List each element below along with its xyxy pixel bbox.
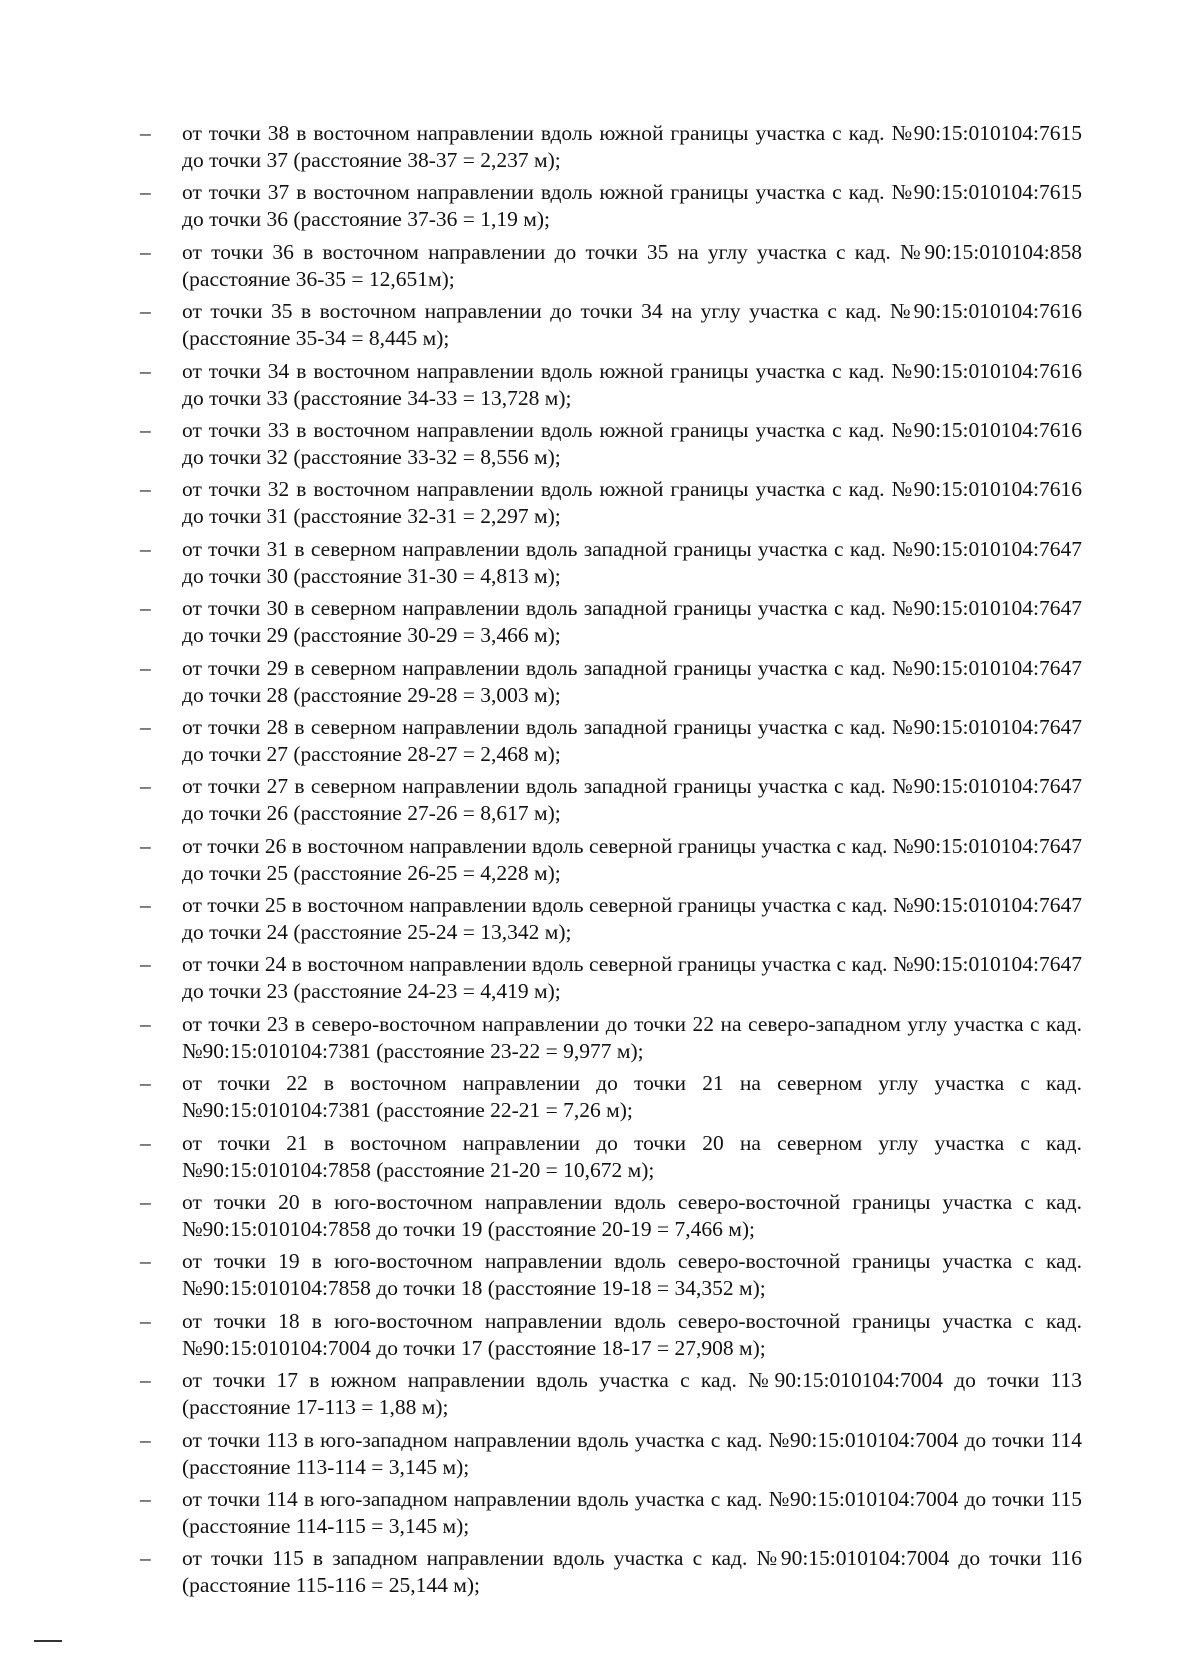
list-bullet: – <box>140 774 151 799</box>
list-item-text: от точки 29 в северном направлении вдоль западной границы участка с кад. №90:15:010104:7647 до точки 28 (расстояние 29-28 = 3,003 м); <box>182 655 1082 707</box>
page-edge-mark <box>34 1640 62 1642</box>
list-bullet: – <box>140 477 151 502</box>
list-item-text: от точки 17 в южном направлении вдоль участка с кад. №90:15:010104:7004 до точки 113 (расстояние 17-113 = 1,88 м); <box>182 1368 1082 1420</box>
list-item <box>140 239 1082 293</box>
list-bullet: – <box>140 1011 151 1036</box>
list-bullet: – <box>140 1071 151 1096</box>
list-bullet: – <box>140 833 151 858</box>
list-item-text: от точки 20 в юго-восточном направлении вдоль северо-восточной границы участка с кад. №90:15:010104:7858 до точки 19 (расстояние 20-19 = 7,466 м); <box>182 1190 1082 1242</box>
list-item <box>140 1308 1082 1362</box>
list-item-text: от точки 115 в западном направлении вдоль участка с кад. №90:15:010104:7004 до точки 116 (расстояние 115-116 = 25,144 м); <box>182 1546 1082 1598</box>
list-item-text: от точки 31 в северном направлении вдоль западной границы участка с кад. №90:15:010104:7647 до точки 30 (расстояние 31-30 = 4,813 м); <box>182 536 1082 588</box>
list-item <box>140 1486 1082 1540</box>
list-bullet: – <box>140 180 151 205</box>
list-item <box>140 298 1082 352</box>
list-item <box>140 358 1082 412</box>
list-bullet: – <box>140 1368 151 1393</box>
list-item-text: от точки 25 в восточном направлении вдоль северной границы участка с кад. №90:15:010104:7647 до точки 24 (расстояние 25-24 = 13,342 м); <box>182 893 1082 945</box>
list-item <box>140 1011 1082 1065</box>
list-bullet: – <box>140 121 151 145</box>
list-bullet: – <box>140 655 151 680</box>
list-item-text: от точки 28 в северном направлении вдоль западной границы участка с кад. №90:15:010104:7647 до точки 27 (расстояние 28-27 = 2,468 м); <box>182 714 1082 766</box>
list-item <box>140 951 1082 1005</box>
list-item-text: от точки 21 в восточном направлении до точки 20 на северном углу участка с кад. №90:15:010104:7858 (расстояние 21-20 = 10,672 м); <box>182 1130 1082 1182</box>
list-bullet: – <box>140 299 151 324</box>
list-item-text: от точки 38 в восточном направлении вдоль южной границы участка с кад. №90:15:010104:7615 до точки 37 (расстояние 38-37 = 2,237 м); <box>182 121 1082 172</box>
list-item <box>140 120 1082 174</box>
list-item <box>140 417 1082 471</box>
list-item-text: от точки 35 в восточном направлении до точки 34 на углу участка с кад. №90:15:010104:7616 (расстояние 35-34 = 8,445 м); <box>182 299 1082 351</box>
list-item <box>140 1545 1082 1599</box>
list-item-text: от точки 23 в северо-восточном направлении до точки 22 на северо-западном углу участка с кад. №90:15:010104:7381 (расстояние 23-22 = 9,977 м); <box>182 1011 1082 1063</box>
list-item-text: от точки 33 в восточном направлении вдоль южной границы участка с кад. №90:15:010104:7616 до точки 32 (расстояние 33-32 = 8,556 м); <box>182 417 1082 469</box>
list-bullet: – <box>140 952 151 977</box>
list-item <box>140 1248 1082 1302</box>
list-bullet: – <box>140 1190 151 1215</box>
list-item <box>140 1427 1082 1481</box>
list-item-text: от точки 27 в северном направлении вдоль западной границы участка с кад. №90:15:010104:7647 до точки 26 (расстояние 27-26 = 8,617 м); <box>182 774 1082 826</box>
list-item-text: от точки 30 в северном направлении вдоль западной границы участка с кад. №90:15:010104:7647 до точки 29 (расстояние 30-29 = 3,466 м); <box>182 596 1082 648</box>
list-item <box>140 179 1082 233</box>
list-item <box>140 892 1082 946</box>
list-item <box>140 714 1082 768</box>
list-bullet: – <box>140 714 151 739</box>
list-bullet: – <box>140 417 151 442</box>
list-bullet: – <box>140 596 151 621</box>
list-item-text: от точки 34 в восточном направлении вдоль южной границы участка с кад. №90:15:010104:7616 до точки 33 (расстояние 34-33 = 13,728 м); <box>182 358 1082 410</box>
list-item-text: от точки 32 в восточном направлении вдоль южной границы участка с кад. №90:15:010104:7616 до точки 31 (расстояние 32-31 = 2,297 м); <box>182 477 1082 529</box>
list-item-text: от точки 26 в восточном направлении вдоль северной границы участка с кад. №90:15:010104:7647 до точки 25 (расстояние 26-25 = 4,228 м); <box>182 833 1082 885</box>
list-item <box>140 655 1082 709</box>
list-bullet: – <box>140 1486 151 1511</box>
list-bullet: – <box>140 1427 151 1452</box>
list-bullet: – <box>140 1249 151 1274</box>
list-item <box>140 773 1082 827</box>
list-item-text: от точки 18 в юго-восточном направлении вдоль северо-восточной границы участка с кад. №90:15:010104:7004 до точки 17 (расстояние 18-17 = 27,908 м); <box>182 1308 1082 1360</box>
list-item <box>140 595 1082 649</box>
list-item-text: от точки 36 в восточном направлении до точки 35 на углу участка с кад. №90:15:010104:858 (расстояние 36-35 = 12,651м); <box>182 239 1082 291</box>
list-item <box>140 1070 1082 1124</box>
list-item <box>140 1130 1082 1184</box>
list-item-text: от точки 24 в восточном направлении вдоль северной границы участка с кад. №90:15:010104:7647 до точки 23 (расстояние 24-23 = 4,419 м); <box>182 952 1082 1004</box>
list-item-text: от точки 19 в юго-восточном направлении вдоль северо-восточной границы участка с кад. №90:15:010104:7858 до точки 18 (расстояние 19-18 = 34,352 м); <box>182 1249 1082 1301</box>
list-bullet: – <box>140 1546 151 1571</box>
list-item <box>140 536 1082 590</box>
boundary-description-list <box>140 120 1082 1605</box>
list-bullet: – <box>140 893 151 918</box>
list-bullet: – <box>140 1308 151 1333</box>
list-item-text: от точки 113 в юго-западном направлении вдоль участка с кад. №90:15:010104:7004 до точки 114 (расстояние 113-114 = 3,145 м); <box>182 1427 1082 1479</box>
list-bullet: – <box>140 1130 151 1155</box>
list-item-text: от точки 37 в восточном направлении вдоль южной границы участка с кад. №90:15:010104:7615 до точки 36 (расстояние 37-36 = 1,19 м); <box>182 180 1082 232</box>
list-item <box>140 833 1082 887</box>
list-bullet: – <box>140 358 151 383</box>
list-item <box>140 1367 1082 1421</box>
list-item <box>140 1189 1082 1243</box>
list-item-text: от точки 114 в юго-западном направлении вдоль участка с кад. №90:15:010104:7004 до точки 115 (расстояние 114-115 = 3,145 м); <box>182 1486 1082 1538</box>
list-item-text: от точки 22 в восточном направлении до точки 21 на северном углу участка с кад. №90:15:010104:7381 (расстояние 22-21 = 7,26 м); <box>182 1071 1082 1123</box>
list-item <box>140 476 1082 530</box>
list-bullet: – <box>140 536 151 561</box>
list-bullet: – <box>140 239 151 264</box>
